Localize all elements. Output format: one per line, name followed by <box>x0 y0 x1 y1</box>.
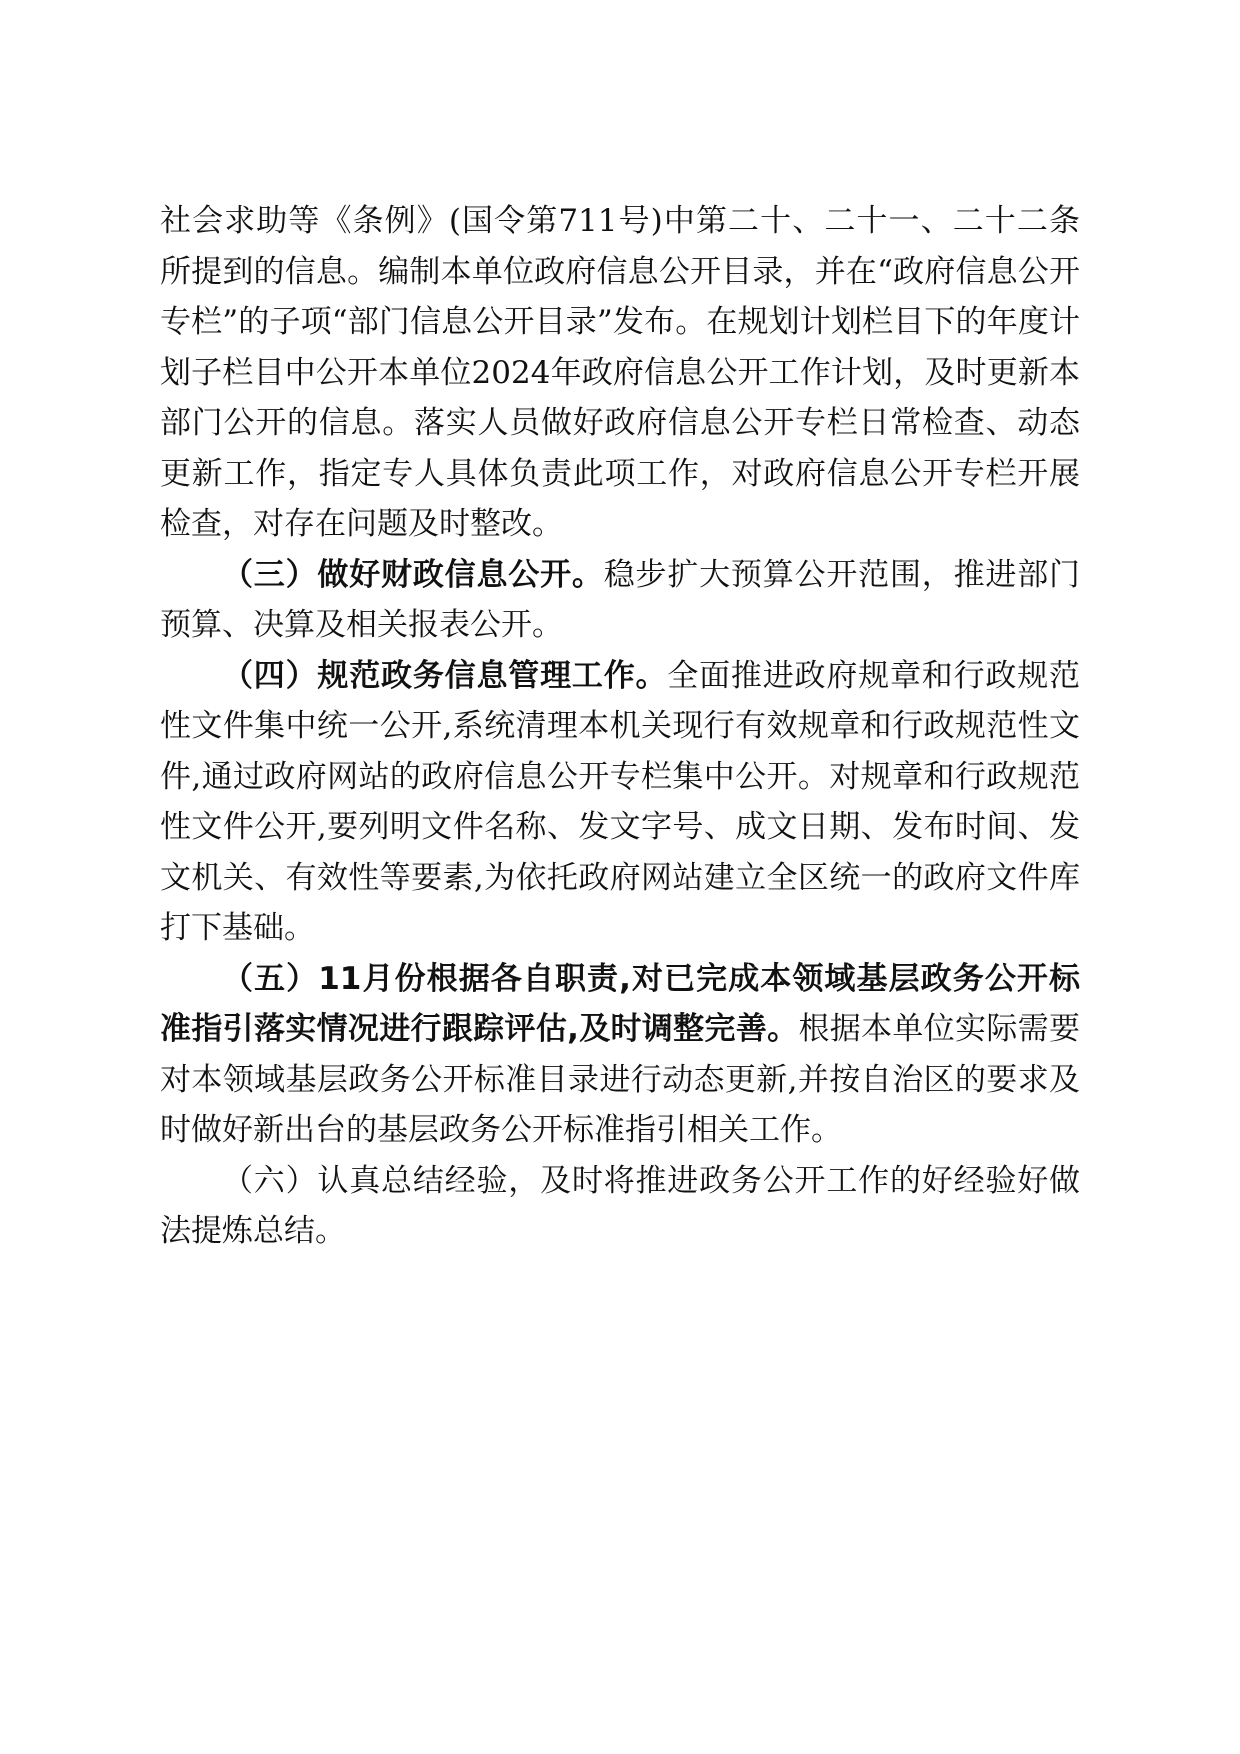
paragraph-text: 全面推进政府规章和行政规范性文件集中统一公开,系统清理本机关现行有效规章和行政规范性文件,通过政府网站的政府信息公开专栏集中公开。对规章和行政规范性文件公开,要列明文件名称、发文字号、成文日期、发布时间、发文机关、有效性等要素,为依托政府网站建立全区统一的政府文件库打下基础。 <box>160 657 1081 946</box>
paragraph-continuation <box>160 196 1080 550</box>
paragraph-section-3 <box>160 550 1080 651</box>
paragraph-text: 稳步扩大预算公开范围，推进部门预算、决算及相关报表公开。 <box>160 556 1081 643</box>
paragraph-section-6 <box>160 1156 1080 1257</box>
paragraph-section-4 <box>160 651 1080 954</box>
paragraph-text: （六）认真总结经验，及时将推进政务公开工作的好经验好做法提炼总结。 <box>160 1162 1080 1249</box>
document-body <box>160 196 1080 1257</box>
paragraph-section-5 <box>160 954 1080 1156</box>
section-heading: （四）规范政务信息管理工作。 <box>222 657 668 694</box>
paragraph-text: 社会求助等《条例》(国令第711号)中第二十、二十一、二十二条所提到的信息。编制本单位政府信息公开目录，并在“政府信息公开专栏”的子项“部门信息公开目录”发布。在规划计划栏目下的年度计划子栏目中公开本单位2024年政府信息公开工作计划，及时更新本部门公开的信息。落实人员做好政府信息公开专栏日常检查、动态更新工作，指定专人具体负责此项工作，对政府信息公开专栏开展检查，对存在问题及时整改。 <box>160 203 1080 542</box>
section-heading: （五）11月份根据各自职责,对已完成本领域基层政务公开标准指引落实情况进行跟踪评估,及时调整完善。 <box>160 960 1080 1047</box>
section-heading: （三）做好财政信息公开。 <box>222 556 604 593</box>
paragraph-text: 根据本单位实际需要对本领域基层政务公开标准目录进行动态更新,并按自治区的要求及时做好新出台的基层政务公开标准指引相关工作。 <box>160 1011 1080 1148</box>
